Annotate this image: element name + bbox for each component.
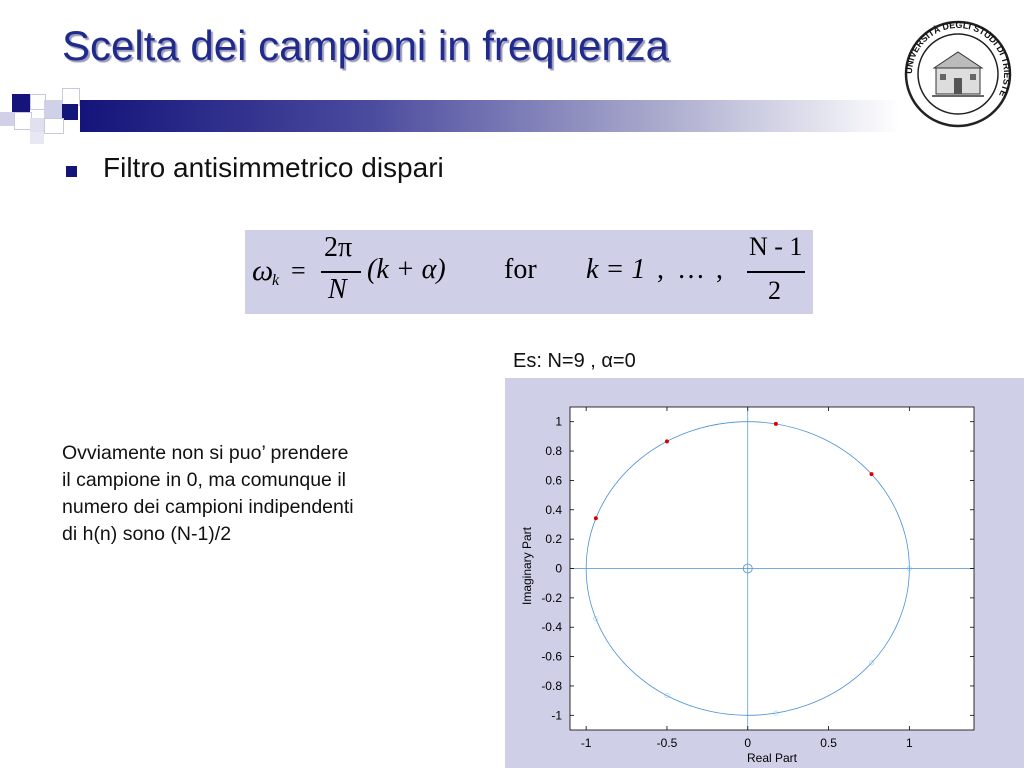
y-tick-label: 0 bbox=[555, 561, 562, 576]
title-gradient-band bbox=[80, 100, 900, 132]
note-paragraph bbox=[62, 440, 462, 548]
x-tick-label: 0 bbox=[744, 736, 752, 750]
y-tick-label: 0.8 bbox=[545, 444, 562, 459]
formula-k-eq: k = 1 bbox=[586, 254, 646, 285]
x-tick-label: -1 bbox=[580, 736, 592, 750]
example-label: Es: N=9 , α=0 bbox=[513, 350, 636, 372]
slide-title: Scelta dei campioni in frequenza bbox=[62, 22, 670, 69]
note-line: numero dei campioni indipendenti bbox=[62, 496, 354, 518]
formula-ellipsis: … bbox=[677, 254, 705, 285]
y-tick-label: -0.6 bbox=[541, 649, 562, 664]
y-axis-label: Imaginary Part bbox=[520, 526, 534, 606]
y-tick-label: 0.6 bbox=[545, 473, 562, 488]
formula-for: for bbox=[504, 254, 537, 285]
formula-numerator: 2π bbox=[324, 232, 353, 263]
sample-point bbox=[594, 516, 598, 520]
note-line: Ovviamente non si puo’ prendere bbox=[62, 442, 349, 464]
sample-point bbox=[870, 472, 874, 476]
y-tick-label: 1 bbox=[555, 414, 562, 429]
note-line: di h(n) sono (N-1)/2 bbox=[62, 523, 232, 545]
bullet-text: Filtro antisimmetrico dispari bbox=[103, 152, 444, 183]
formula-upper-numerator: N - 1 bbox=[749, 232, 803, 261]
sample-point bbox=[774, 422, 778, 426]
formula-paren-expr: (k + α) bbox=[367, 254, 446, 285]
seal-text: UNIVERSITÀ DEGLI STUDI DI TRIESTE bbox=[903, 19, 1013, 99]
formula-subscript-k: k bbox=[272, 272, 280, 289]
x-axis-label: Real Part bbox=[746, 751, 798, 765]
formula-denominator: N bbox=[328, 274, 347, 305]
university-seal-logo bbox=[902, 18, 1014, 130]
note-line: il campione in 0, ma comunque il bbox=[62, 469, 346, 491]
y-tick-label: -0.4 bbox=[541, 620, 562, 635]
formula-upper-denominator: 2 bbox=[768, 276, 781, 305]
formula-upper-fraction-bar bbox=[747, 271, 805, 273]
bullet-square-icon bbox=[66, 166, 77, 177]
formula-omega: ω bbox=[252, 254, 274, 287]
y-tick-label: 0.2 bbox=[545, 532, 562, 547]
x-tick-label: -0.5 bbox=[656, 736, 678, 750]
y-tick-label: -1 bbox=[551, 708, 562, 723]
y-tick-label: 0.4 bbox=[545, 502, 562, 517]
formula-box bbox=[245, 230, 813, 314]
formula-sep1: , bbox=[657, 254, 664, 285]
formula-sep2: , bbox=[716, 254, 723, 285]
y-tick-label: -0.8 bbox=[541, 678, 562, 693]
sample-point bbox=[665, 439, 669, 443]
formula-fraction-bar bbox=[321, 271, 361, 273]
x-tick-label: 0.5 bbox=[820, 736, 837, 750]
formula-equals: = bbox=[291, 256, 306, 285]
y-tick-label: -0.2 bbox=[541, 590, 562, 605]
x-tick-label: 1 bbox=[906, 736, 913, 750]
zero-plot-chart bbox=[505, 378, 1024, 768]
